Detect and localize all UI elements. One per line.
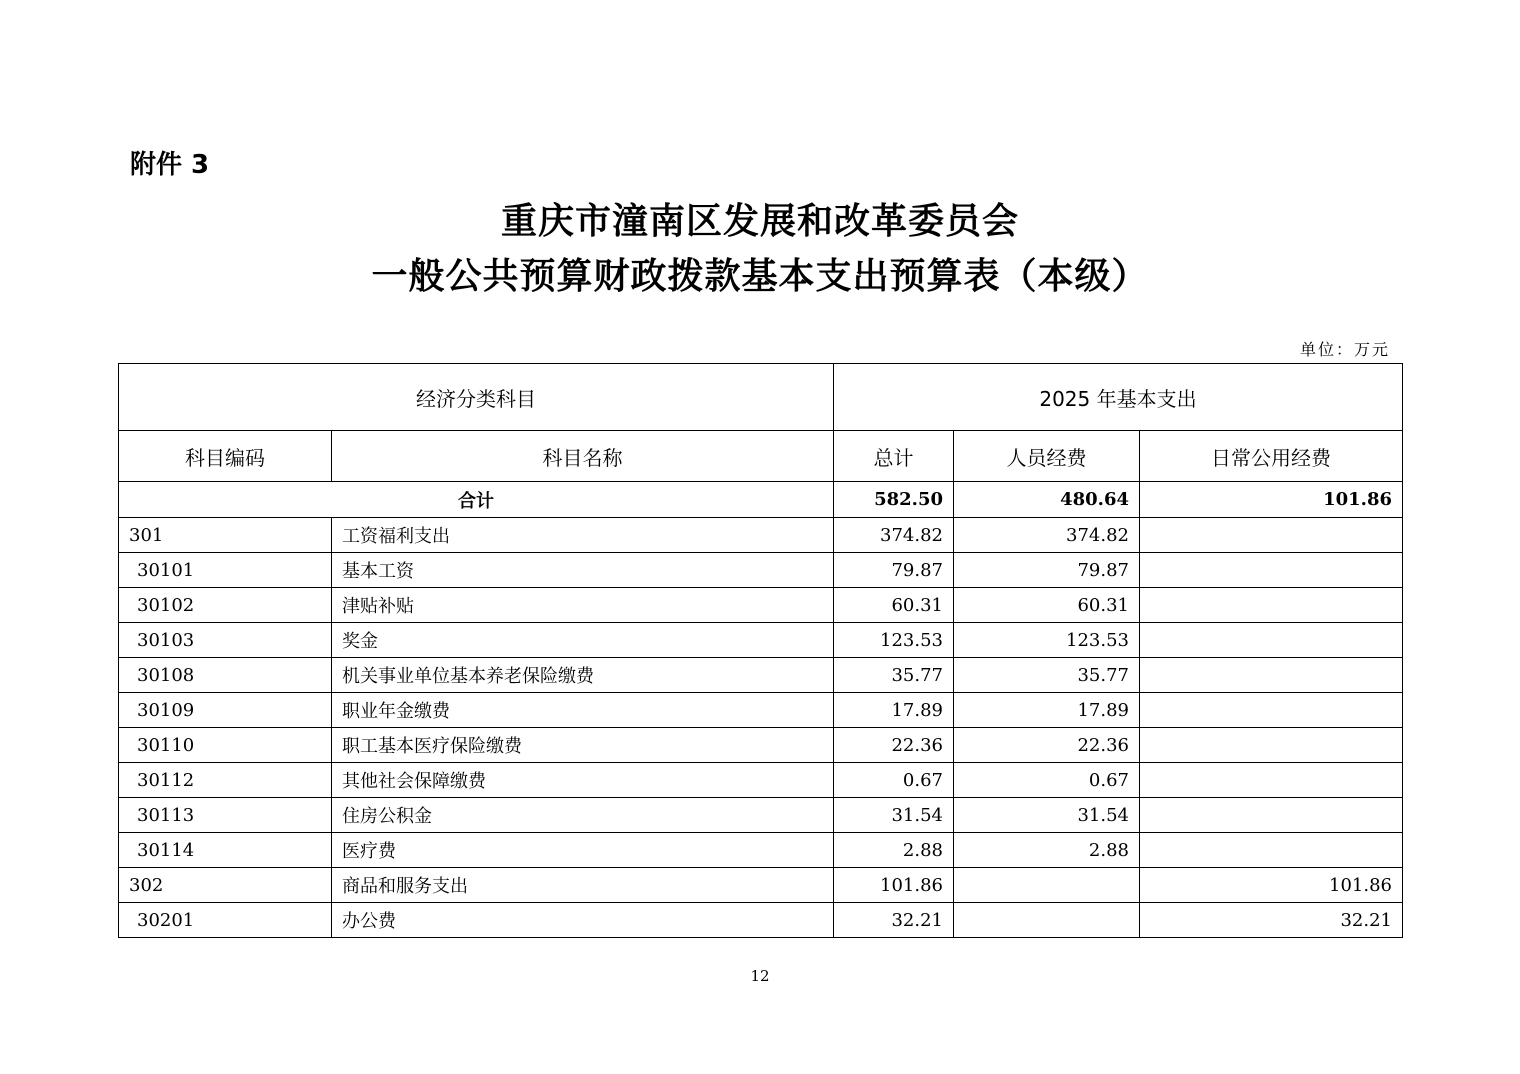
row-total: 35.77 bbox=[834, 658, 954, 693]
row-daily-public bbox=[1140, 693, 1403, 728]
row-daily-public bbox=[1140, 588, 1403, 623]
row-total: 374.82 bbox=[834, 518, 954, 553]
row-code: 30114 bbox=[119, 833, 332, 868]
row-daily-public bbox=[1140, 658, 1403, 693]
row-total: 60.31 bbox=[834, 588, 954, 623]
row-personnel: 79.87 bbox=[954, 553, 1140, 588]
row-personnel: 17.89 bbox=[954, 693, 1140, 728]
row-total: 2.88 bbox=[834, 833, 954, 868]
row-personnel: 2.88 bbox=[954, 833, 1140, 868]
row-code: 302 bbox=[119, 868, 332, 903]
row-code: 30113 bbox=[119, 798, 332, 833]
row-name: 基本工资 bbox=[332, 553, 834, 588]
row-total: 22.36 bbox=[834, 728, 954, 763]
row-name: 办公费 bbox=[332, 903, 834, 938]
row-code: 30110 bbox=[119, 728, 332, 763]
row-personnel bbox=[954, 903, 1140, 938]
unit-label: 单位：万元 bbox=[1299, 340, 1390, 359]
row-name: 职工基本医疗保险缴费 bbox=[332, 728, 834, 763]
attachment-label: 附件 3 bbox=[130, 150, 210, 180]
row-daily-public bbox=[1140, 728, 1403, 763]
row-name: 商品和服务支出 bbox=[332, 868, 834, 903]
table-row bbox=[119, 798, 1403, 833]
row-name: 工资福利支出 bbox=[332, 518, 834, 553]
row-total: 101.86 bbox=[834, 868, 954, 903]
row-total: 123.53 bbox=[834, 623, 954, 658]
header-year-basic-expenditure: 2025 年基本支出 bbox=[834, 364, 1403, 431]
row-personnel: 60.31 bbox=[954, 588, 1140, 623]
row-code: 30103 bbox=[119, 623, 332, 658]
row-total: 0.67 bbox=[834, 763, 954, 798]
total-row bbox=[119, 482, 1403, 518]
row-total: 32.21 bbox=[834, 903, 954, 938]
header-economic-classification: 经济分类科目 bbox=[119, 364, 834, 431]
budget-table bbox=[118, 363, 1403, 938]
table-row bbox=[119, 833, 1403, 868]
row-code: 30101 bbox=[119, 553, 332, 588]
table-row bbox=[119, 868, 1403, 903]
row-daily-public: 101.86 bbox=[1140, 868, 1403, 903]
table-row bbox=[119, 658, 1403, 693]
row-personnel: 22.36 bbox=[954, 728, 1140, 763]
row-daily-public bbox=[1140, 763, 1403, 798]
row-total: 31.54 bbox=[834, 798, 954, 833]
row-name: 奖金 bbox=[332, 623, 834, 658]
table-row bbox=[119, 728, 1403, 763]
total-label: 合计 bbox=[119, 482, 834, 518]
row-name: 其他社会保障缴费 bbox=[332, 763, 834, 798]
row-name: 职业年金缴费 bbox=[332, 693, 834, 728]
row-personnel: 0.67 bbox=[954, 763, 1140, 798]
table-row bbox=[119, 903, 1403, 938]
table-row bbox=[119, 693, 1403, 728]
row-daily-public bbox=[1140, 553, 1403, 588]
page-title-line2: 一般公共预算财政拨款基本支出预算表（本级） bbox=[371, 256, 1149, 297]
row-name: 医疗费 bbox=[332, 833, 834, 868]
header-personnel: 人员经费 bbox=[954, 431, 1140, 482]
row-personnel: 35.77 bbox=[954, 658, 1140, 693]
row-daily-public bbox=[1140, 798, 1403, 833]
table-row bbox=[119, 553, 1403, 588]
row-personnel bbox=[954, 868, 1140, 903]
table-row bbox=[119, 763, 1403, 798]
row-personnel: 123.53 bbox=[954, 623, 1140, 658]
row-daily-public bbox=[1140, 833, 1403, 868]
page-title-line1: 重庆市潼南区发展和改革委员会 bbox=[500, 201, 1019, 242]
row-code: 30108 bbox=[119, 658, 332, 693]
row-total: 79.87 bbox=[834, 553, 954, 588]
total-personnel: 480.64 bbox=[954, 482, 1140, 518]
row-code: 30201 bbox=[119, 903, 332, 938]
header-code: 科目编码 bbox=[119, 431, 332, 482]
table-row bbox=[119, 518, 1403, 553]
header-name: 科目名称 bbox=[332, 431, 834, 482]
row-daily-public bbox=[1140, 623, 1403, 658]
row-name: 津贴补贴 bbox=[332, 588, 834, 623]
row-code: 30112 bbox=[119, 763, 332, 798]
row-name: 机关事业单位基本养老保险缴费 bbox=[332, 658, 834, 693]
row-code: 30102 bbox=[119, 588, 332, 623]
row-personnel: 31.54 bbox=[954, 798, 1140, 833]
row-total: 17.89 bbox=[834, 693, 954, 728]
row-code: 301 bbox=[119, 518, 332, 553]
row-name: 住房公积金 bbox=[332, 798, 834, 833]
header-total: 总计 bbox=[834, 431, 954, 482]
header-daily-public: 日常公用经费 bbox=[1140, 431, 1403, 482]
header-row-1 bbox=[119, 364, 1403, 431]
row-personnel: 374.82 bbox=[954, 518, 1140, 553]
total-daily-public: 101.86 bbox=[1140, 482, 1403, 518]
row-daily-public: 32.21 bbox=[1140, 903, 1403, 938]
table-row bbox=[119, 623, 1403, 658]
page-number: 12 bbox=[750, 967, 770, 985]
row-code: 30109 bbox=[119, 693, 332, 728]
table-row bbox=[119, 588, 1403, 623]
row-daily-public bbox=[1140, 518, 1403, 553]
total-total: 582.50 bbox=[834, 482, 954, 518]
header-row-2 bbox=[119, 431, 1403, 482]
